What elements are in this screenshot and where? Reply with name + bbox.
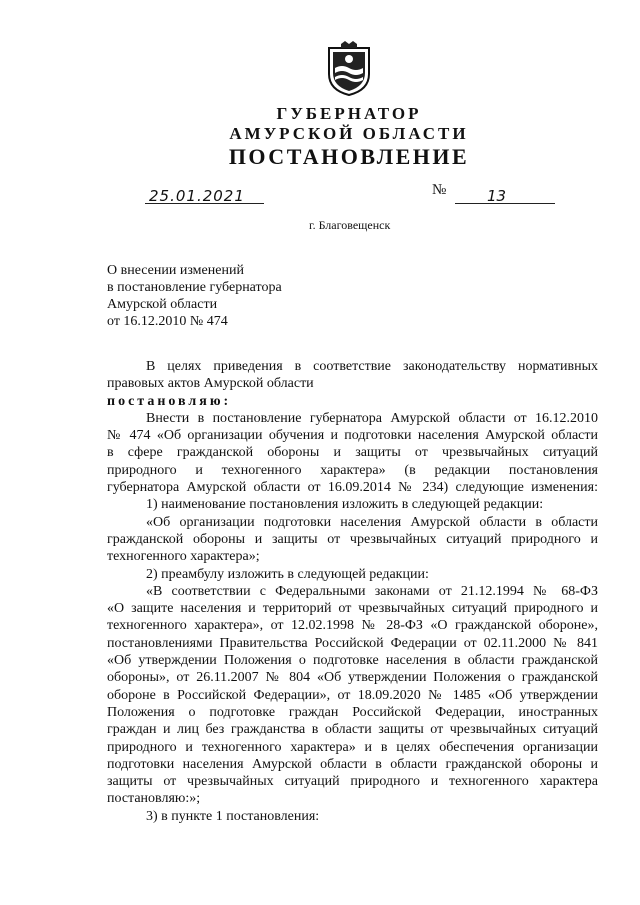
paragraph-line: постановлениями Правительства Российской Федерации от 02.11.2000 № 841	[107, 635, 598, 651]
intro-line: правовых актов Амурской области	[107, 376, 314, 392]
paragraph-line: защиты от чрезвычайных ситуаций природного и техногенного характера	[107, 774, 598, 790]
paragraph-line: в сфере гражданской обороны и защиты от чрезвычайных ситуаций	[107, 445, 598, 461]
paragraph-line: постановляю:»;	[107, 791, 201, 807]
paragraph-line: гражданской обороны и защиты от чрезвычайных ситуаций природного и	[107, 531, 598, 547]
paragraph-line: природного и техногенного характера» (в редакции постановления	[107, 462, 598, 478]
paragraph-line: «Об утверждении Положения о подготовке населения в области гражданской	[107, 653, 598, 669]
paragraph-line: «Об организации подготовки населения Амурской области в области	[146, 514, 598, 530]
coat-of-arms-icon	[327, 40, 371, 96]
paragraph-line: № 474 «Об организации обучения и подготовки населения Амурской области	[107, 428, 598, 444]
intro-line: В целях приведения в соответствие законодательству нормативных	[146, 359, 598, 374]
header-title-governor: ГУБЕРНАТОР	[276, 104, 422, 123]
subject-line: Амурской области	[107, 297, 218, 312]
subject-line: О внесении изменений	[107, 263, 244, 278]
paragraph-line: 2) преамбулу изложить в следующей редакции:	[146, 566, 429, 582]
document-subject	[107, 262, 282, 330]
city-name: г. Благовещенск	[309, 218, 391, 232]
document-number: 13	[455, 189, 555, 204]
paragraph-line: подготовки населения Амурской области в области гражданской обороны и	[107, 756, 598, 772]
paragraph-line: граждан и лиц без гражданства в области защиты от чрезвычайных ситуаций	[107, 722, 598, 738]
paragraph-line: Положения о подготовке граждан Российской Федерации, иностранных	[107, 704, 598, 720]
paragraph-line: обороны», от 26.11.2007 № 804 «Об утверждении Положения о гражданской	[107, 670, 598, 686]
paragraph-line: обороне в Российской Федерации», от 18.09.2020 № 1485 «Об утверждении	[107, 687, 598, 703]
paragraph-line: 3) в пункте 1 постановления:	[146, 808, 320, 824]
subject-line: в постановление губернатора	[107, 280, 282, 295]
document-body	[107, 358, 598, 825]
header-title-region: АМУРСКОЙ ОБЛАСТИ	[229, 124, 469, 143]
subject-line: от 16.12.2010 № 474	[107, 314, 228, 329]
decree-word: постановляю:	[107, 393, 232, 409]
paragraph-line: природного и техногенного характера» и в целях обеспечения организации	[107, 739, 598, 755]
document-date: 25.01.2021	[145, 189, 264, 204]
paragraph-line: Внести в постановление губернатора Амурской области от 16.12.2010	[146, 410, 598, 426]
paragraph-line: техногенного характера»;	[107, 549, 260, 565]
paragraph-line: 1) наименование постановления изложить в следующей редакции:	[146, 497, 544, 513]
paragraph-line: «В соответствии с Федеральными законами от 21.12.1994 № 68-ФЗ	[146, 583, 598, 599]
paragraph-line: «О защите населения и территорий от чрезвычайных ситуаций природного и	[107, 601, 598, 617]
paragraph-line: техногенного характера», от 12.02.1998 № 28-ФЗ «О гражданской обороне»,	[107, 618, 598, 634]
header-title-decree: ПОСТАНОВЛЕНИЕ	[228, 144, 470, 169]
document-number-label: №	[432, 182, 447, 198]
paragraph-line: губернатора Амурской области от 16.09.2014 № 234) следующие изменения:	[107, 480, 598, 496]
